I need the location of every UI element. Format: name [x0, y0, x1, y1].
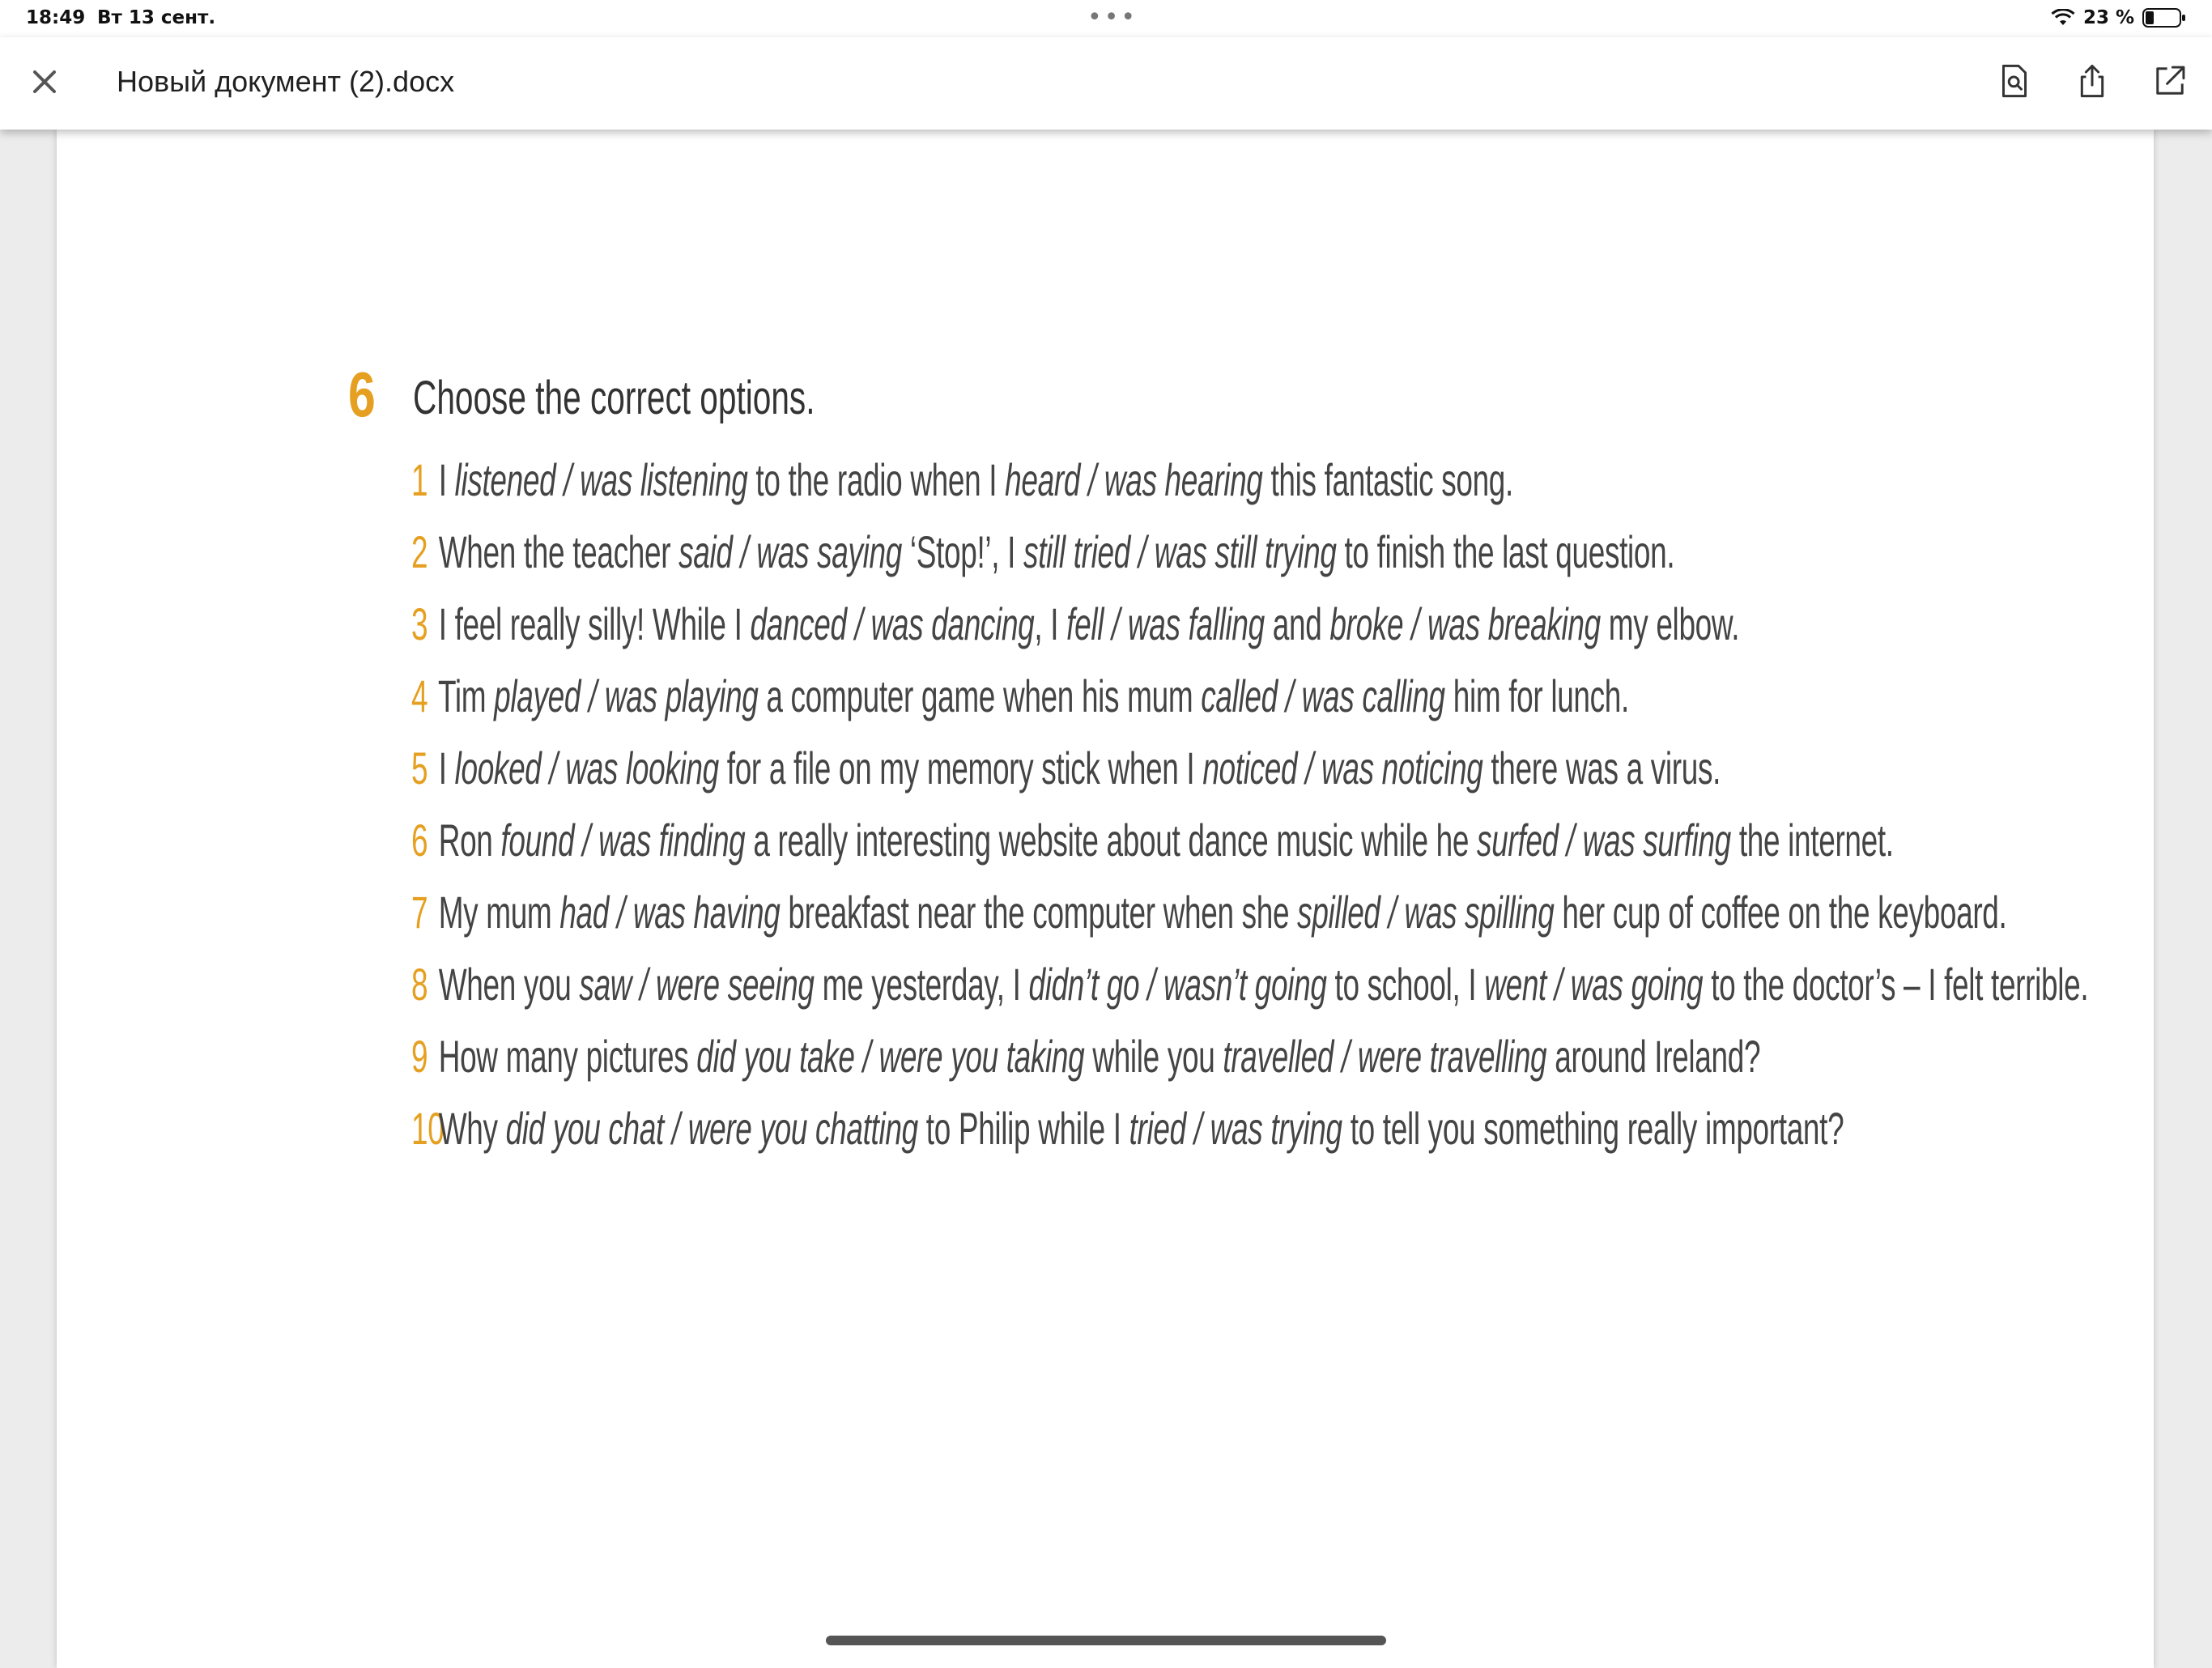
item-text: I feel really silly! While I danced / was dancing, I fell / was falling and broke / was breaking my elbow. — [438, 598, 1740, 649]
battery-percentage: 23 % — [2082, 7, 2134, 28]
item-number: 6 — [411, 815, 428, 866]
multitasking-dots[interactable]: ••• — [1087, 3, 1138, 32]
exercise-item — [411, 1030, 2088, 1102]
status-date: Вт 13 сент. — [97, 7, 216, 28]
item-number: 10 — [411, 1103, 445, 1154]
open-external-icon — [2152, 63, 2188, 99]
exercise-title: Choose the correct options. — [413, 372, 815, 424]
header-actions — [1993, 60, 2191, 102]
item-text: I looked / was looking for a file on my memory stick when I noticed / was noticing there was a virus. — [438, 743, 1721, 794]
find-in-document-button[interactable] — [1993, 60, 2035, 102]
share-button[interactable] — [2071, 60, 2113, 102]
exercise-item — [411, 453, 2088, 526]
status-time: 18:49 — [26, 7, 86, 28]
battery-icon — [2142, 8, 2186, 28]
item-text: Why did you chat / were you chatting to Philip while I tried / was trying to tell you something really important? — [438, 1103, 1844, 1154]
item-number: 8 — [411, 959, 428, 1010]
item-number: 2 — [411, 526, 428, 577]
exercise-item — [411, 670, 2088, 742]
item-number: 1 — [411, 454, 428, 505]
home-indicator[interactable] — [826, 1636, 1386, 1645]
app-header — [0, 37, 2212, 130]
item-text: How many pictures did you take / were you taking while you travelled / were travelling around Ireland? — [438, 1031, 1761, 1082]
item-text: When the teacher said / was saying ‘Stop!’, I still tried / was still trying to finish the last question. — [438, 526, 1675, 577]
document-title: Новый документ (2).docx — [117, 65, 455, 98]
item-text: Tim played / was playing a computer game when his mum called / was calling him for lunch. — [438, 670, 1629, 721]
item-text: Ron found / was finding a really interesting website about dance music while he surfed / was surfing the internet. — [438, 815, 1894, 866]
item-text: I listened / was listening to the radio when I heard / was hearing this fantastic song. — [438, 454, 1513, 505]
item-text: When you saw / were seeing me yesterday, I didn’t go / wasn’t going to school, I went / was going to the doctor’s – I felt terrible. — [438, 959, 2089, 1010]
item-number: 4 — [411, 670, 428, 721]
exercise-item — [411, 886, 2088, 958]
share-icon — [2074, 63, 2110, 99]
document-page — [57, 130, 2154, 1668]
close-button[interactable] — [24, 62, 65, 102]
exercise-item — [411, 958, 2088, 1030]
exercise-items — [411, 453, 2212, 1174]
search-document-icon — [1997, 63, 2032, 99]
exercise-item — [411, 598, 2088, 670]
exercise-item — [411, 814, 2088, 886]
item-number: 3 — [411, 598, 428, 649]
item-text: My mum had / was having breakfast near the computer when she spilled / was spilling her cup of coffee on the keyboard. — [438, 887, 2007, 938]
close-icon — [24, 62, 65, 102]
item-number: 5 — [411, 743, 428, 794]
item-number: 7 — [411, 887, 428, 938]
item-number: 9 — [411, 1031, 428, 1082]
open-in-app-button[interactable] — [2149, 60, 2191, 102]
exercise-number: 6 — [348, 359, 376, 430]
exercise-item — [411, 526, 2088, 598]
status-bar — [0, 0, 2212, 37]
status-right — [2051, 7, 2186, 28]
exercise-item — [411, 1102, 2088, 1174]
exercise-item — [411, 742, 2088, 814]
wifi-icon — [2051, 9, 2075, 27]
